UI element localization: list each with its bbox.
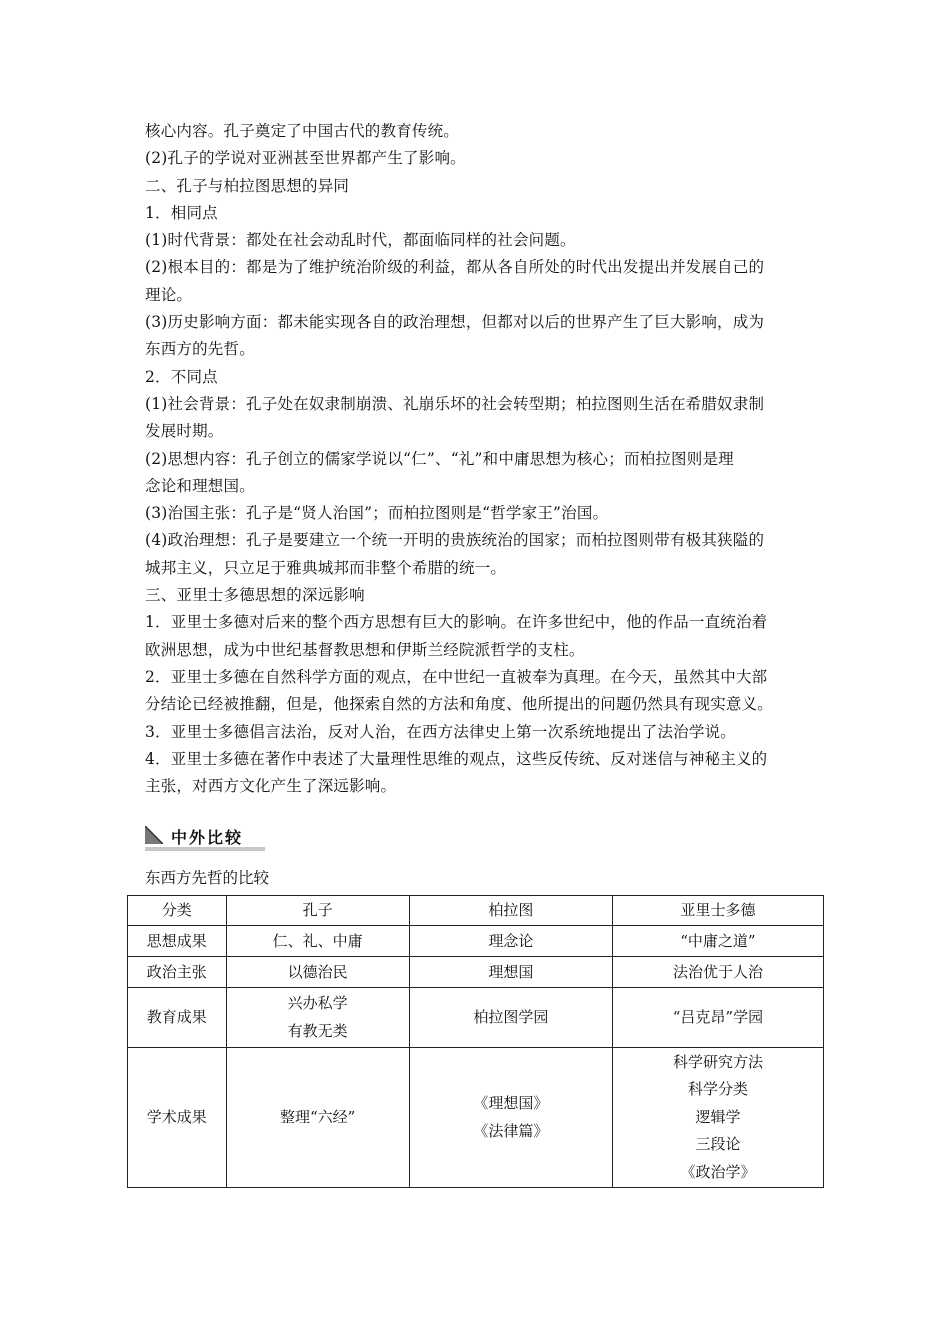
- subheading: 1．相同点: [145, 203, 218, 222]
- text-line: (4)政治理想：孔子是要建立一个统一开明的贵族统治的国家；而柏拉图则带有极其狭隘的: [145, 531, 765, 550]
- text-line: 2．亚里士多德在自然科学方面的观点，在中世纪一直被奉为真理。在今天，虽然其中大部: [145, 667, 768, 686]
- table-cell: “吕克昂”学园: [612, 988, 823, 1048]
- cell-line: 有教无类: [287, 1021, 348, 1040]
- table-cell: [409, 1048, 612, 1188]
- table-cell: 理想国: [409, 957, 612, 988]
- table-cell: 整理“六经”: [226, 1048, 409, 1188]
- table-cell: 法治优于人治: [612, 957, 823, 988]
- text-line: (3)历史影响方面：都未能实现各自的政治理想，但都对以后的世界产生了巨大影响，成为: [145, 313, 765, 332]
- text-line: 念论和理想国。: [145, 476, 255, 495]
- section-title: 中外比较: [171, 828, 244, 847]
- cell-line: 逻辑学: [695, 1107, 741, 1126]
- text-line: (1)时代背景：都处在社会动乱时代，都面临同样的社会问题。: [145, 231, 576, 250]
- cell-line: 科学研究方法: [672, 1052, 763, 1071]
- cell-line: 《政治学》: [680, 1162, 756, 1181]
- row-label: 学术成果: [128, 1048, 227, 1188]
- text-line: (2)思想内容：孔子创立的儒家学说以“仁”、“礼”和中庸思想为核心；而柏拉图则是理: [145, 449, 734, 468]
- text-line: (3)治国主张：孔子是“贤人治国”；而柏拉图则是“哲学家王”治国。: [145, 504, 609, 523]
- row-label: 教育成果: [128, 988, 227, 1048]
- subheading: 2．不同点: [145, 367, 218, 386]
- table-header-cell: 分类: [128, 896, 227, 926]
- text-line: 3．亚里士多德倡言法治，反对人治，在西方法律史上第一次系统地提出了法治学说。: [145, 722, 736, 741]
- table-row: [128, 926, 824, 957]
- table-cell: 以德治民: [226, 957, 409, 988]
- text-line: 分结论已经被推翻，但是，他探索自然的方法和角度、他所提出的问题仍然具有现实意义。: [145, 695, 774, 714]
- section-heading: 二、孔子与柏拉图思想的异同: [145, 176, 350, 195]
- table-cell: “中庸之道”: [612, 926, 823, 957]
- section-heading: 三、亚里士多德思想的深远影响: [145, 586, 365, 605]
- table-cell: [226, 988, 409, 1048]
- table-header-cell: 亚里士多德: [612, 896, 823, 926]
- table-cell: 柏拉图学园: [409, 988, 612, 1048]
- table-cell: [612, 1048, 823, 1188]
- cell-line: 《理想国》: [473, 1094, 549, 1112]
- cell-line: 兴办私学: [287, 994, 348, 1012]
- table-cell: 仁、礼、中庸: [226, 926, 409, 957]
- table-header-cell: 孔子: [226, 896, 409, 926]
- text-line: 理论。: [145, 285, 193, 304]
- text-line: 东西方的先哲。: [145, 340, 255, 359]
- corner-triangle-icon: [145, 826, 163, 844]
- table-row: [128, 957, 824, 988]
- table-row: [128, 1048, 824, 1188]
- text-line: (1)社会背景：孔子处在奴隶制崩溃、礼崩乐坏的社会转型期；柏拉图则生活在希腊奴隶制: [145, 394, 765, 413]
- cell-line: 三段论: [695, 1135, 741, 1154]
- comparison-table: [127, 895, 824, 1188]
- text-line: 1．亚里士多德对后来的整个西方思想有巨大的影响。在许多世纪中，他的作品一直统治着: [145, 613, 768, 632]
- text-line: (2)根本目的：都是为了维护统治阶级的利益，都从各自所处的时代出发提出并发展自己的: [145, 258, 765, 277]
- text-line: 城邦主义，只立足于雅典城邦而非整个希腊的统一。: [145, 558, 507, 577]
- row-label: 政治主张: [128, 957, 227, 988]
- table-cell: 理念论: [409, 926, 612, 957]
- text-line: 4．亚里士多德在著作中表述了大量理性思维的观点，这些反传统、反对迷信与神秘主义的: [145, 749, 768, 768]
- cell-line: 科学分类: [687, 1080, 748, 1099]
- text-line: 核心内容。孔子奠定了中国古代的教育传统。: [145, 122, 460, 140]
- text-line: 欧洲思想，成为中世纪基督教思想和伊斯兰经院派哲学的支柱。: [145, 640, 585, 659]
- cell-line: 《法律篇》: [473, 1121, 549, 1140]
- text-line: 主张，对西方文化产生了深远影响。: [145, 777, 397, 796]
- table-header-cell: 柏拉图: [409, 896, 612, 926]
- text-line: 发展时期。: [145, 422, 224, 441]
- table-header-row: [128, 896, 824, 926]
- row-label: 思想成果: [128, 926, 227, 957]
- body-text: [145, 118, 825, 800]
- table-row: [128, 988, 824, 1048]
- comparison-section-header: [145, 823, 265, 851]
- table-caption: 东西方先哲的比较: [145, 869, 270, 887]
- section-underline: [145, 847, 265, 851]
- text-line: (2)孔子的学说对亚洲甚至世界都产生了影响。: [145, 149, 466, 168]
